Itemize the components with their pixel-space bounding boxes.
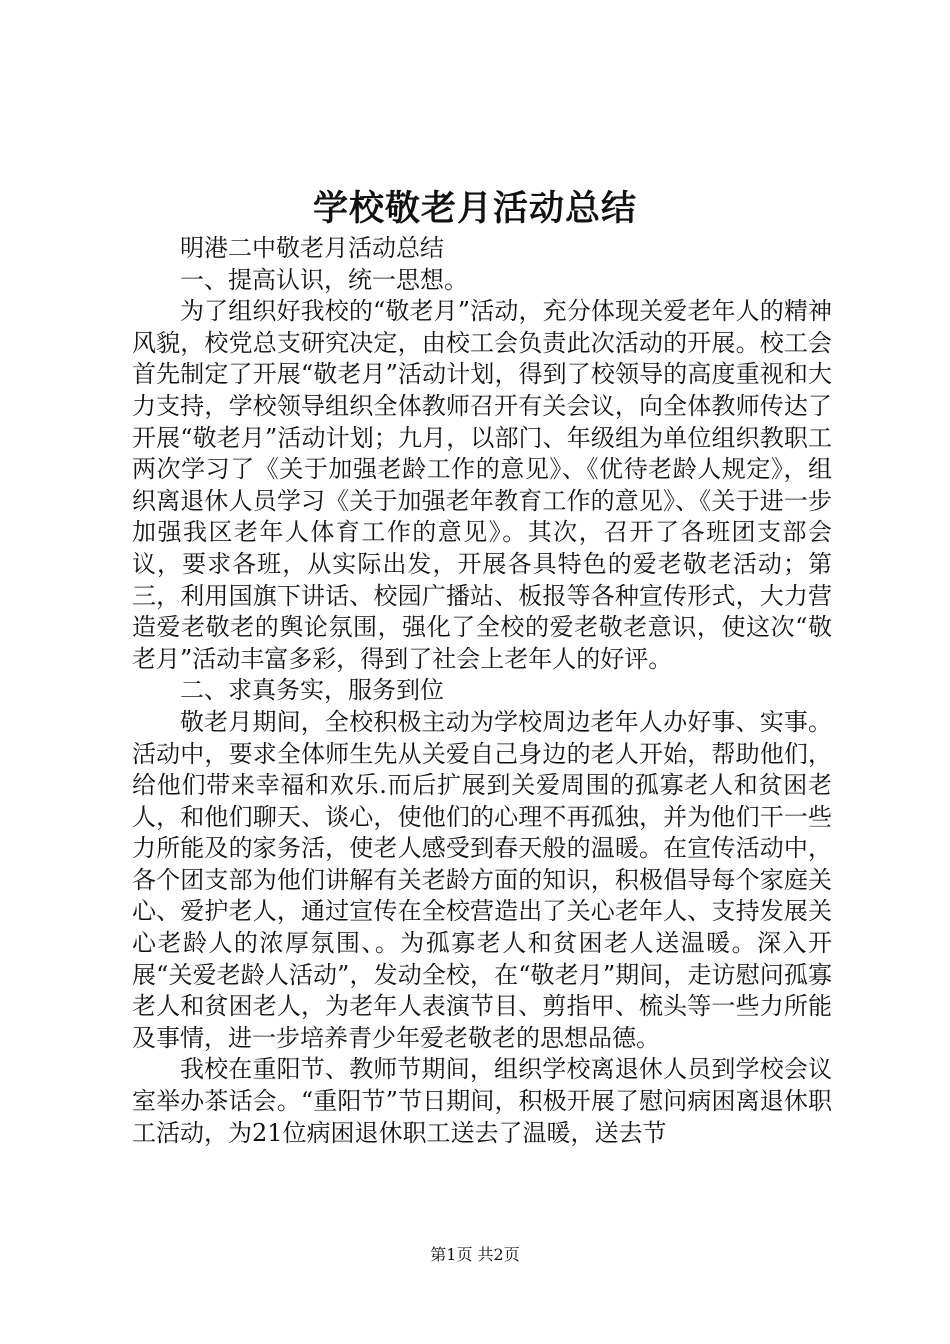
- document-title: 学校敬老月活动总结: [312, 188, 637, 229]
- paragraph-heading-1: 一、提高认识，统一思想。: [180, 265, 468, 294]
- document-body: [132, 233, 832, 1149]
- paragraph-body-1: 为了组织好我校的“敬老月”活动，充分体现关爱老年人的精神风貌，校党总支研究决定，由校工会负责此次活动的开展。校工会首先制定了开展“敬老月”活动计划，得到了校领导的高度重视和大力支持，学校领导组织全体教师召开有关会议，向全体教师传达了开展“敬老月”活动计划；九月，以部门、年级组为单位组织教职工两次学习了《关于加强老龄工作的意见》、《优待老龄人规定》，组织离退休人员学习《关于加强老年教育工作的意见》、《关于进一步加强我区老年人体育工作的意见》。其次，召开了各班团支部会议，要求各班，从实际出发，开展各具特色的爱老敬老活动；第三，利用国旗下讲话、校园广播站、板报等各种宣传形式，大力营造爱老敬老的舆论氛围，强化了全校的爱老敬老意识，使这次“敬老月”活动丰富多彩，得到了社会上老年人的好评。: [132, 297, 832, 673]
- paragraph-heading-2: 二、求真务实，服务到位: [180, 676, 444, 705]
- page-number: 第1页 共2页: [430, 1245, 520, 1264]
- paragraph-body-2: 敬老月期间，全校积极主动为学校周边老年人办好事、实事。活动中，要求全体师生先从关爱自己身边的老人开始，帮助他们，给他们带来幸福和欢乐.而后扩展到关爱周围的孤寡老人和贫困老人，和他们聊天、谈心，使他们的心理不再孤独，并为他们干一些力所能及的家务活，使老人感受到春天般的温暖。在宣传活动中，各个团支部为他们讲解有关老龄方面的知识，积极倡导每个家庭关心、爱护老人，通过宣传在全校营造出了关心老年人、支持发展关心老龄人的浓厚氛围、。为孤寡老人和贫困老人送温暖。深入开展“关爱老龄人活动”，发动全校，在“敬老月”期间，走访慰问孤寡老人和贫困老人，为老年人表演节目、剪指甲、梳头等一些力所能及事情，进一步培养青少年爱老敬老的思想品德。: [132, 707, 832, 1052]
- paragraph-subtitle: 明港二中敬老月活动总结: [180, 234, 444, 262]
- paragraph-body-3: 我校在重阳节、教师节期间，组织学校离退休人员到学校会议室举办茶话会。“重阳节”节日期间，积极开展了慰问病困离退休职工活动，为21位病困退休职工送去了温暖，送去节: [132, 1055, 832, 1147]
